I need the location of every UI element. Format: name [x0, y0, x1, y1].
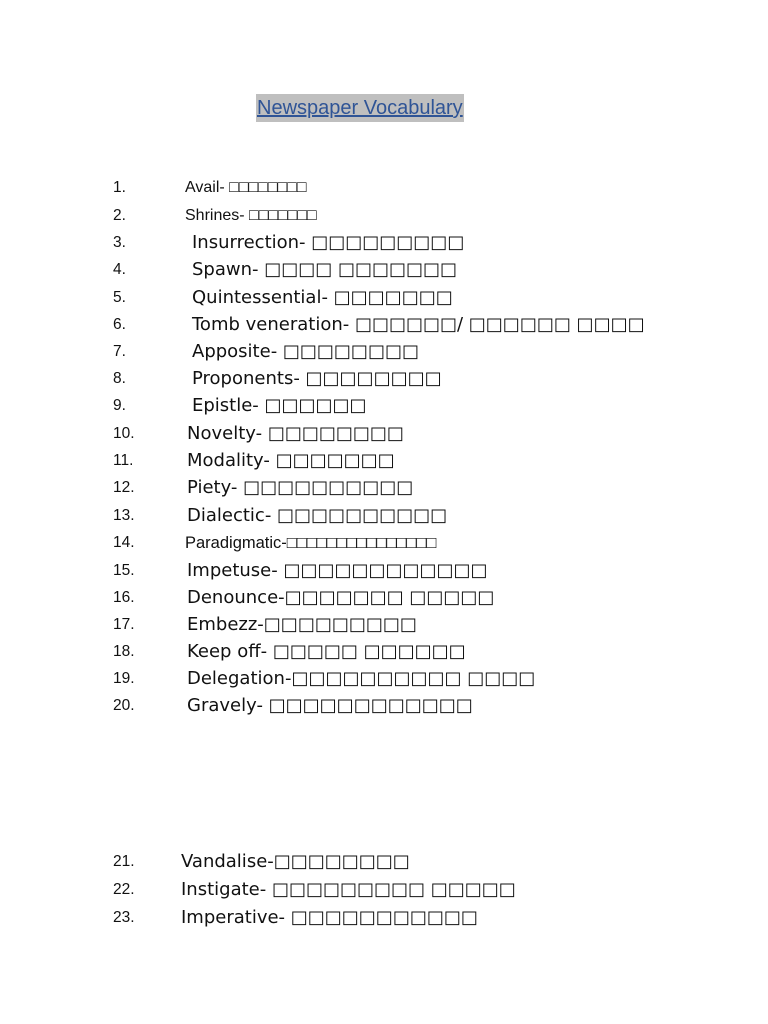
item-number: 3. [113, 234, 126, 251]
vocabulary-term: Vandalise-□□□□□□□□ [181, 851, 410, 872]
vocabulary-term: Epistle- □□□□□□ [192, 395, 367, 416]
item-number: 19. [113, 670, 135, 687]
vocabulary-term: Insurrection- □□□□□□□□□ [192, 232, 465, 253]
item-number: 2. [113, 207, 126, 224]
vocabulary-term: Tomb veneration- □□□□□□/ □□□□□□ □□□□ [192, 314, 645, 335]
item-number: 4. [113, 261, 126, 278]
vocabulary-term: Apposite- □□□□□□□□ [192, 341, 419, 362]
vocabulary-term: Proponents- □□□□□□□□ [192, 368, 442, 389]
vocabulary-term: Dialectic- □□□□□□□□□□ [187, 505, 448, 526]
item-number: 14. [113, 534, 135, 551]
vocabulary-term: Paradigmatic-□□□□□□□□□□□□□□□ [185, 534, 437, 552]
item-number: 1. [113, 179, 126, 196]
vocabulary-term: Imperative- □□□□□□□□□□□ [181, 907, 478, 928]
vocabulary-term: Delegation-□□□□□□□□□□ □□□□ [187, 668, 536, 689]
item-number: 9. [113, 397, 126, 414]
item-number: 13. [113, 507, 135, 524]
item-number: 8. [113, 370, 126, 387]
vocabulary-term: Piety- □□□□□□□□□□ [187, 477, 414, 498]
vocabulary-term: Quintessential- □□□□□□□ [192, 287, 453, 308]
item-number: 20. [113, 697, 135, 714]
item-number: 7. [113, 343, 126, 360]
document-title: Newspaper Vocabulary [256, 94, 464, 122]
vocabulary-term: Impetuse- □□□□□□□□□□□□ [187, 560, 488, 581]
item-number: 11. [113, 452, 134, 469]
vocabulary-term: Instigate- □□□□□□□□□ □□□□□ [181, 879, 516, 900]
item-number: 21. [113, 853, 135, 870]
item-number: 12. [113, 479, 135, 496]
vocabulary-term: Spawn- □□□□ □□□□□□□ [192, 259, 458, 280]
item-number: 22. [113, 881, 135, 898]
item-number: 17. [113, 616, 135, 633]
vocabulary-term: Modality- □□□□□□□ [187, 450, 395, 471]
item-number: 15. [113, 562, 135, 579]
vocabulary-term: Gravely- □□□□□□□□□□□□ [187, 695, 473, 716]
vocabulary-term: Avail- □□□□□□□□ [185, 179, 307, 196]
vocabulary-term: Keep off- □□□□□ □□□□□□ [187, 641, 466, 662]
vocabulary-term: Novelty- □□□□□□□□ [187, 423, 404, 444]
vocabulary-term: Shrines- □□□□□□□ [185, 207, 317, 224]
item-number: 5. [113, 289, 126, 306]
item-number: 16. [113, 589, 135, 606]
item-number: 6. [113, 316, 126, 333]
vocabulary-term: Embezz-□□□□□□□□□ [187, 614, 417, 635]
item-number: 10. [113, 425, 135, 442]
item-number: 18. [113, 643, 135, 660]
vocabulary-term: Denounce-□□□□□□□ □□□□□ [187, 587, 495, 608]
item-number: 23. [113, 909, 135, 926]
